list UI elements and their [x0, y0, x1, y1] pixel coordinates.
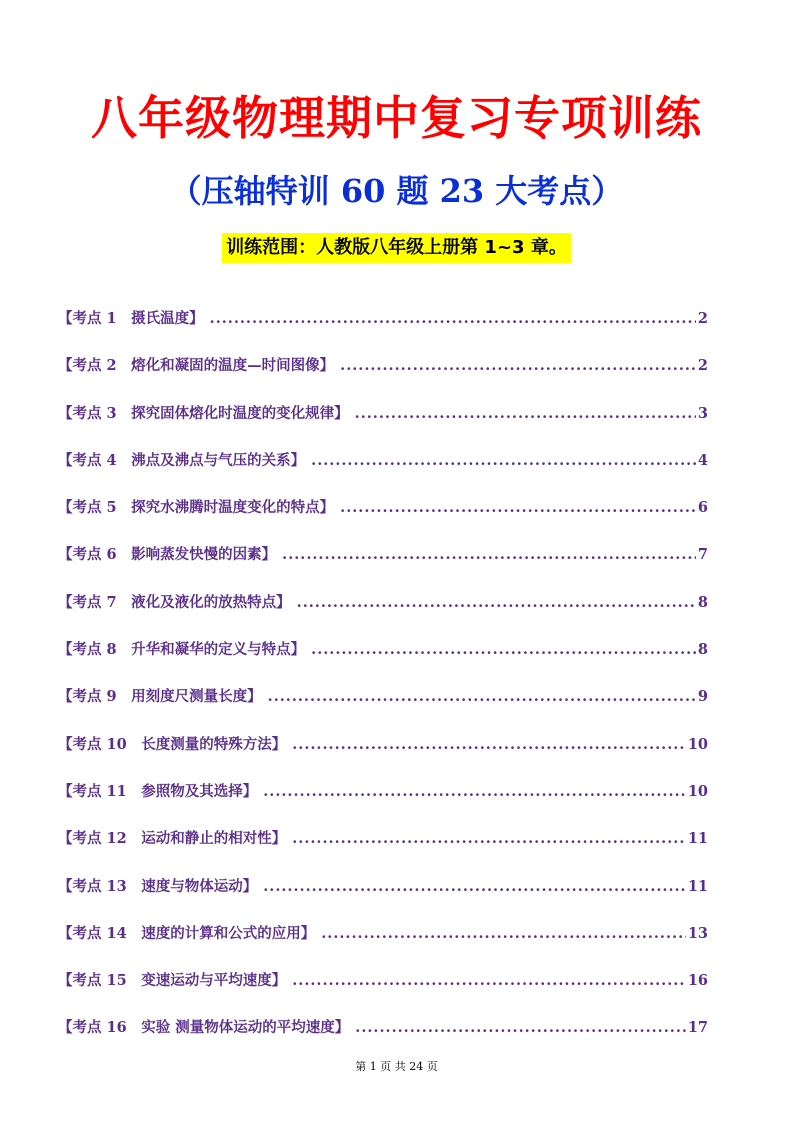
toc-entry-label: 【考点 2 熔化和凝固的温度—时间图像】: [58, 357, 335, 375]
toc-entry-page: 11: [687, 877, 708, 895]
page-footer: 第 1 页 共 24 页: [355, 1060, 438, 1073]
toc-leader-dots: [340, 351, 696, 381]
toc-entry-page: 17: [687, 1019, 708, 1037]
toc-entry-label: 【考点 11 参照物及其选择】: [58, 782, 258, 800]
toc-entry-page: 13: [687, 924, 708, 942]
toc-entry-label: 【考点 16 实验 测量物体运动的平均速度】: [58, 1019, 350, 1037]
toc-leader-dots: [210, 304, 696, 334]
toc-entry[interactable]: [58, 304, 708, 351]
toc-leader-dots: [268, 682, 696, 712]
toc-entry[interactable]: [58, 588, 708, 635]
toc-entry-label: 【考点 6 影响蒸发快慢的因素】: [58, 546, 277, 564]
toc-entry-label: 【考点 10 长度测量的特殊方法】: [58, 735, 287, 753]
toc-entry-label: 【考点 14 速度的计算和公式的应用】: [58, 924, 316, 942]
training-scope-highlight: 训练范围：人教版八年级上册第 1~3 章。: [222, 233, 571, 263]
toc-entry-label: 【考点 13 速度与物体运动】: [58, 877, 258, 895]
toc-leader-dots: [282, 540, 696, 570]
toc-entry-page: 10: [687, 735, 708, 753]
toc-entry-page: 7: [697, 546, 708, 564]
toc-entry[interactable]: [58, 540, 708, 587]
toc-entry-label: 【考点 3 探究固体熔化时温度的变化规律】: [58, 404, 349, 422]
toc-entry[interactable]: [58, 635, 708, 682]
toc-entry-label: 【考点 1 摄氏温度】: [58, 310, 204, 327]
toc-leader-dots: [321, 919, 686, 949]
toc-entry[interactable]: [58, 824, 708, 871]
toc-entry-page: 11: [687, 830, 708, 848]
toc-entry[interactable]: [58, 919, 708, 966]
toc-entry[interactable]: [58, 1013, 708, 1060]
toc-entry-page: 6: [697, 499, 708, 517]
toc-entry[interactable]: [58, 351, 708, 398]
document-subtitle: （压轴特训 60 题 23 大考点）: [169, 172, 624, 210]
toc-entry[interactable]: [58, 730, 708, 777]
toc-entry-label: 【考点 4 沸点及沸点与气压的关系】: [58, 451, 306, 469]
toc-entry[interactable]: [58, 493, 708, 540]
toc-leader-dots: [292, 730, 686, 760]
toc-entry-page: 2: [697, 357, 708, 375]
toc-entry[interactable]: [58, 682, 708, 729]
table-of-contents: [58, 304, 708, 1061]
toc-leader-dots: [263, 872, 686, 902]
toc-leader-dots: [311, 446, 696, 476]
toc-entry-page: 8: [697, 641, 708, 659]
toc-leader-dots: [355, 1013, 686, 1043]
toc-entry-page: 8: [697, 593, 708, 611]
toc-entry-label: 【考点 7 液化及液化的放热特点】: [58, 593, 291, 611]
toc-leader-dots: [355, 399, 696, 429]
toc-entry[interactable]: [58, 446, 708, 493]
toc-entry[interactable]: [58, 777, 708, 824]
toc-entry-page: 9: [697, 688, 708, 706]
toc-entry-label: 【考点 15 变速运动与平均速度】: [58, 972, 287, 990]
toc-entry-label: 【考点 12 运动和静止的相对性】: [58, 830, 287, 848]
toc-leader-dots: [340, 493, 696, 523]
toc-leader-dots: [297, 588, 696, 618]
toc-entry[interactable]: [58, 872, 708, 919]
toc-entry-page: 3: [697, 404, 708, 422]
toc-entry[interactable]: [58, 399, 708, 446]
toc-entry-page: 10: [687, 782, 708, 800]
scope-container: [0, 233, 793, 263]
toc-leader-dots: [292, 824, 686, 854]
toc-entry-label: 【考点 8 升华和凝华的定义与特点】: [58, 641, 306, 659]
document-title: 八年级物理期中复习专项训练: [91, 91, 702, 145]
toc-leader-dots: [311, 635, 696, 665]
toc-entry-label: 【考点 5 探究水沸腾时温度变化的特点】: [58, 499, 335, 517]
toc-entry-page: 16: [687, 972, 708, 990]
toc-entry[interactable]: [58, 966, 708, 1013]
toc-leader-dots: [292, 966, 686, 996]
toc-entry-label: 【考点 9 用刻度尺测量长度】: [58, 688, 262, 706]
toc-entry-page: 2: [697, 310, 708, 327]
toc-leader-dots: [263, 777, 686, 807]
toc-entry-page: 4: [697, 451, 708, 469]
